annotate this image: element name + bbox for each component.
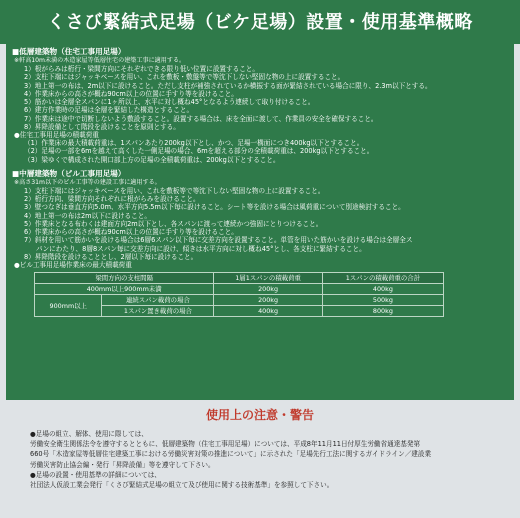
- warning-line: 社団法人仮設工業会発行「くさび緊結式足場の組立て及び使用に関する技術基準」を参照して下さい。: [30, 481, 334, 490]
- table-header: 梁間方向の支柱間隔: [35, 273, 214, 284]
- table-cell: 400kg: [214, 306, 322, 317]
- load-title: ●住宅工事用足場の積載荷重: [14, 130, 99, 139]
- table-cell: 400kg: [322, 284, 443, 295]
- table-cell: 400mm以上900mm未満: [35, 284, 214, 295]
- table-cell: 1スパン置き載荷の場合: [102, 306, 214, 317]
- load-item: （2）足場の一部を6mを越えて高くした一側足場の場合、6mを超える部分の全積載荷重は、200kg以下とすること。: [24, 147, 374, 156]
- page-title: くさび緊結式足場（ビケ足場）設置・使用基準概略: [47, 12, 473, 33]
- list-item: 8）昇降階段を設けることとし、2層以下毎に設けること。: [24, 252, 198, 261]
- table-header: 1層1スパンの積載荷重: [214, 273, 322, 284]
- content-panel: [6, 44, 514, 400]
- list-item: パンにわたり、8層8スパン毎に交差方向に設け、傾きは水平方向に対し概ね45°とし、各支柱に緊結すること。: [36, 244, 366, 253]
- list-item: 4）地上第一の布は2m以下に設けること。: [24, 211, 151, 220]
- list-item: 6）建方作業時の足場は全層を緊結した構造とすること。: [24, 106, 194, 115]
- section-note: ※軒高10m未満の木造家屋等低層住宅の建築工事に適用する。: [14, 57, 186, 65]
- section-title: ■中層建築物（ビル工事用足場）: [12, 168, 126, 178]
- list-item: 2）桁行方向、梁間方向それぞれに根がらみを設けること。: [24, 195, 200, 204]
- load-table: [34, 272, 444, 317]
- section-mid-rise: [6, 169, 514, 317]
- table-cell: 800kg: [322, 306, 443, 317]
- list-item: 7）作業床は途中で切断しないよう敷設すること。設置する場合は、床を全面に渡して、作業員の安全を確保すること。: [24, 114, 378, 123]
- list-item: 8）昇降設備として階段を設けることを原則とする。: [24, 122, 180, 131]
- list-item: 5）筋かいは全層全スパンに1ヶ所以上、水平に対し概ね45°となるよう連続して取り付けること。: [24, 98, 315, 107]
- table-header: 1スパンの積載荷重の合計: [322, 273, 443, 284]
- header-bar: [0, 0, 520, 44]
- warning-title: 使用上の注意・警告: [205, 408, 314, 422]
- load-table-wrap: [34, 272, 444, 317]
- list-item: 1）支柱下端にはジャッキベースを用い、これを敷板等で等沈下しない堅固な物の上に設置すること。: [24, 187, 325, 195]
- load-item: （3）梁ゆくで構成された開口部上方の足場の全積載荷重は、200kg以下とすること。: [24, 155, 280, 164]
- list-item: 3）壁つなぎは垂直方向5.0m、水平方向5.5m以下毎に設けること。シート等を設ける場合は風荷重について別途検討すること。: [24, 203, 405, 212]
- list-item: 2）支柱下端にはジャッキベースを用い、これを敷板・敷盤等で等沈下しない堅固な物の上に設置すること。: [24, 73, 345, 82]
- table-cell: 200kg: [214, 284, 322, 295]
- list-item: 6）作業床からの高さが概ね90cm以上の位置に手すり等を設けること。: [24, 228, 238, 237]
- table-cell: 500kg: [322, 295, 443, 306]
- warning-text: [30, 430, 490, 512]
- warning-line: 労働災害防止協会編・発行「昇降設備」等を遵守して下さい。: [30, 460, 215, 469]
- list-item: 3）地上第一の布は、2m以下に設けること。ただし支柱が補強されているか横振する面が緊結されている場合に限り、2.3m以下とする。: [24, 81, 432, 90]
- list-item: 1）根がらみは桁行・梁間方向にそれぞれできる限り低い位置に設置すること。: [24, 65, 259, 74]
- warning-area: [0, 400, 520, 518]
- table-cell: 900mm以上: [35, 295, 102, 317]
- list-item: 5）作業床となる布わくは建面方向2m以下とし、各スパンに渡って連続かつ強固にとりつけること。: [24, 219, 323, 228]
- load-item: （1）作業床の最大積載荷重は、1スパンあたり200kg以下とし、かつ、足場一構面につき400kg以下とすること。: [24, 139, 364, 148]
- list-item: 7）斜材を用いて筋かいを設ける場合は6層6スパン以下毎に交差方向を設置すること。単管を用いた筋かいを設ける場合は全層全ス: [24, 236, 413, 245]
- section-note: ※高さ31m以下のビル工事等の建設工事に適用する。: [14, 179, 161, 187]
- warning-line: 660号「木造家屋等低層住宅建築工事における労働災害対策の推進について」に示された「足場先行工法に関するガイドライン／建設業: [30, 450, 432, 459]
- warning-line: 労働安全衛生関係法令を遵守するとともに、低層建築物（住宅工事用足場）については、平成8年11月11日付厚生労働省通達基発第: [30, 440, 421, 449]
- list-item: 4）作業床からの高さが概ね90cm以上の位置に手すり等を設けること。: [24, 89, 238, 98]
- warning-line: ●足場の設置・使用基準の詳細については、: [30, 470, 161, 479]
- load-title: ●ビル工事用足場作業床の最大積載荷重: [14, 261, 132, 270]
- table-cell: 200kg: [214, 295, 322, 306]
- content: [6, 46, 514, 317]
- section-title: ■低層建築物（住宅工事用足場）: [12, 47, 126, 56]
- table-row: [35, 284, 444, 295]
- section-low-rise: [6, 47, 514, 164]
- table-row: [35, 295, 444, 306]
- table-cell: 連続スパン載荷の場合: [102, 295, 214, 306]
- warning-line: ●足場の組立、解体、使用に際しては、: [30, 430, 148, 438]
